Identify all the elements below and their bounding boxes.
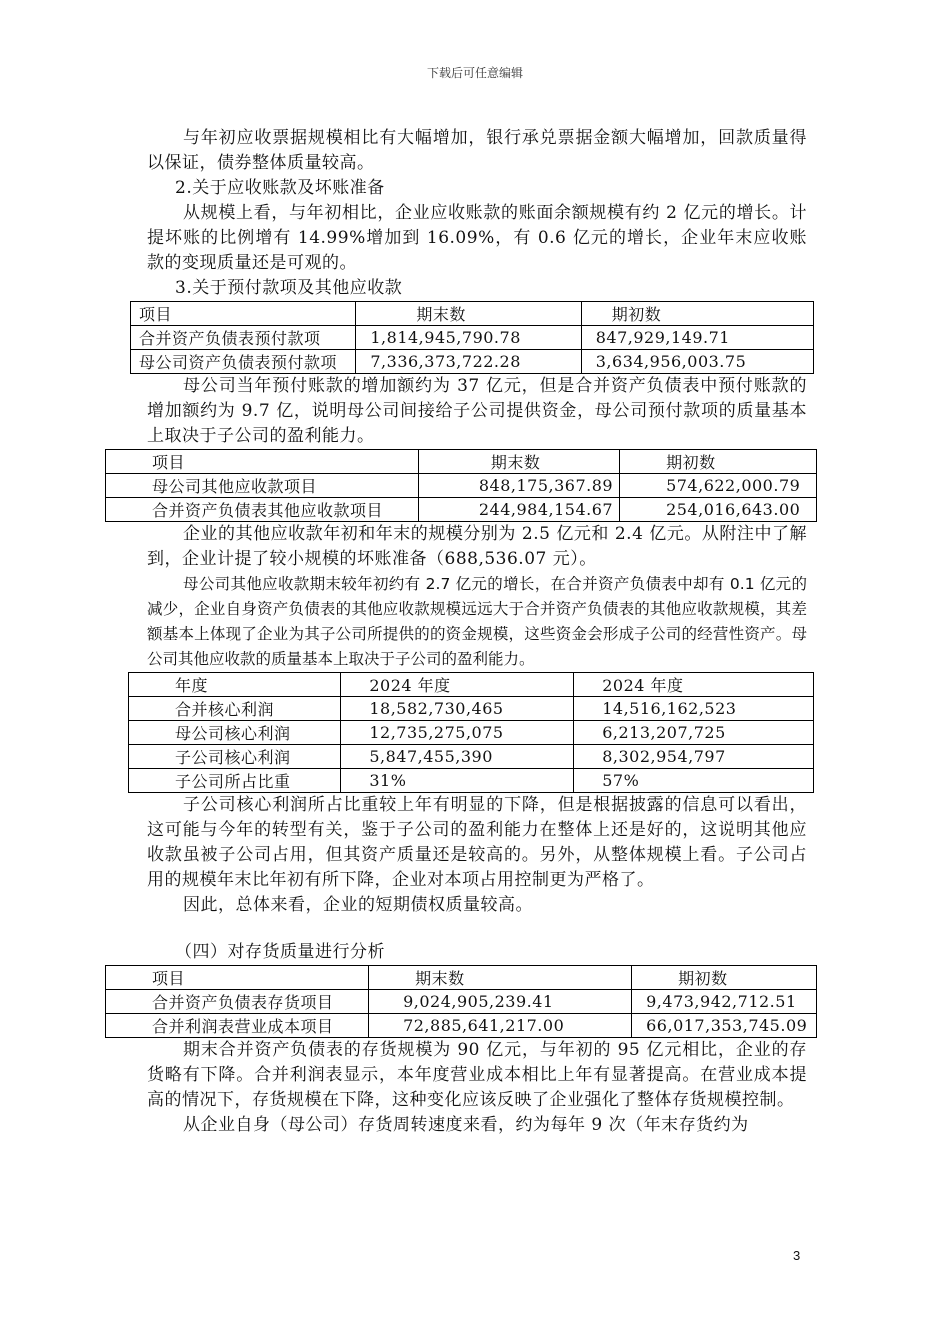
table-cell: 母公司其他应收款项目	[106, 474, 419, 498]
table-row	[131, 326, 814, 350]
paragraph-notes-receivable: 与年初应收票据规模相比有大幅增加，银行承兑票据金额大幅增加，回款质量得以保证，债券整体质量较高。	[147, 128, 807, 173]
prepayments-table	[130, 301, 814, 374]
table-cell: 848,175,367.89	[418, 474, 619, 498]
table-cell: 12,735,275,075	[341, 721, 574, 745]
table-cell: 合并利润表营业成本项目	[106, 1014, 369, 1038]
table-header-row	[131, 302, 814, 326]
paragraph-prepayments: 母公司当年预付账款的增加额约为 37 亿元，但是合并资产负债表中预付账款的增加额约为 9.7 亿，说明母公司间接给子公司提供资金，母公司预付款项的质量基本上取决于子公司的盈利能力。	[147, 376, 807, 446]
page-header: 下载后可任意编辑	[426, 66, 523, 80]
table-row	[129, 769, 814, 793]
spacer	[147, 918, 807, 940]
page-number: 3	[793, 1248, 801, 1263]
table-row	[129, 745, 814, 769]
table-row	[129, 697, 814, 721]
table-cell: 9,024,905,239.41	[369, 990, 632, 1014]
paragraph-inventory-scale: 期末合并资产负债表的存货规模为 90 亿元，与年初的 95 亿元相比，企业的存货略有下降。合并利润表显示，本年度营业成本相比上年有显著提高。在营业成本提高的情况下，存货规模在下降，这种变化应该反映了企业强化了整体存货规模控制。	[147, 1040, 807, 1110]
table-header-cell: 2024 年度	[574, 673, 814, 697]
table-header-row	[129, 673, 814, 697]
table-cell: 1,814,945,790.78	[356, 326, 581, 350]
table-header-cell: 项目	[131, 302, 356, 326]
table-cell: 6,213,207,725	[574, 721, 814, 745]
table-row	[106, 498, 817, 522]
table-row	[106, 1014, 817, 1038]
table-cell: 合并资产负债表其他应收款项目	[106, 498, 419, 522]
table-cell: 9,473,942,712.51	[632, 990, 817, 1014]
table-cell: 母公司核心利润	[129, 721, 341, 745]
heading-accounts-receivable: 2.关于应收账款及坏账准备	[175, 178, 385, 198]
table-header-row	[106, 450, 817, 474]
table-cell: 72,885,641,217.00	[369, 1014, 632, 1038]
table-header-cell: 项目	[106, 450, 419, 474]
table-row	[106, 474, 817, 498]
table-cell: 3,634,956,003.75	[581, 350, 813, 374]
table-header-cell: 项目	[106, 966, 369, 990]
table-cell: 合并资产负债表存货项目	[106, 990, 369, 1014]
table-cell: 574,622,000.79	[620, 474, 817, 498]
table-cell: 14,516,162,523	[574, 697, 814, 721]
table-header-cell: 期末数	[369, 966, 632, 990]
table-header-cell: 期初数	[620, 450, 817, 474]
paragraph-inventory-turnover: 从企业自身（母公司）存货周转速度来看，约为每年 9 次（年末存货约为	[183, 1115, 749, 1135]
table-cell: 254,016,643.00	[620, 498, 817, 522]
paragraph-conclusion: 因此，总体来看，企业的短期债权质量较高。	[183, 895, 533, 915]
paragraph-accounts-receivable: 从规模上看，与年初相比，企业应收账款的账面余额规模有约 2 亿元的增长。计提坏账的比例增有 14.99%增加到 16.09%，有 0.6 亿元的增长，企业年末应收账款的变现质量还是可观的。	[147, 203, 807, 273]
table-header-row	[106, 966, 817, 990]
table-cell: 5,847,455,390	[341, 745, 574, 769]
paragraph-subsidiary-profit: 子公司核心利润所占比重较上年有明显的下降，但是根据披露的信息可以看出，这可能与今年的转型有关，鉴于子公司的盈利能力在整体上还是好的，这说明其他应收款虽被子公司占用，但其资产质量还是较高的。另外，从整体规模上看。子公司占用的规模年末比年初有所下降，企业对本项占用控制更为严格了。	[147, 795, 807, 890]
paragraph-other-receivables-scale: 企业的其他应收款年初和年末的规模分别为 2.5 亿元和 2.4 亿元。从附注中了解到，企业计提了较小规模的坏账准备（688,536.07 元）。	[147, 524, 807, 569]
table-row	[131, 350, 814, 374]
table-cell: 7,336,373,722.28	[356, 350, 581, 374]
table-cell: 244,984,154.67	[418, 498, 619, 522]
table-cell: 31%	[341, 769, 574, 793]
table-cell: 子公司所占比重	[129, 769, 341, 793]
paragraph-parent-other-receivables: 母公司其他应收款期末较年初约有 2.7 亿元的增长，在合并资产负债表中却有 0.1 亿元的减少，企业自身资产负债表的其他应收款规模远远大于合并资产负债表的其他应收款规模，其差额基本上体现了企业为其子公司所提供的的资金规模，这些资金会形成子公司的经营性资产。母公司其他应收款的质量基本上取决于子公司的盈利能力。	[147, 575, 807, 668]
table-cell: 子公司核心利润	[129, 745, 341, 769]
table-header-cell: 2024 年度	[341, 673, 574, 697]
other-receivables-table	[105, 449, 817, 522]
table-row	[106, 990, 817, 1014]
document-body	[139, 126, 808, 1138]
table-header-cell: 期初数	[632, 966, 817, 990]
core-profit-table	[128, 672, 814, 793]
table-cell: 847,929,149.71	[581, 326, 813, 350]
inventory-table	[105, 965, 817, 1038]
table-cell: 57%	[574, 769, 814, 793]
table-cell: 母公司资产负债表预付款项	[131, 350, 356, 374]
table-cell: 66,017,353,745.09	[632, 1014, 817, 1038]
table-cell: 合并资产负债表预付款项	[131, 326, 356, 350]
table-cell: 合并核心利润	[129, 697, 341, 721]
table-row	[129, 721, 814, 745]
table-header-cell: 期末数	[418, 450, 619, 474]
table-cell: 8,302,954,797	[574, 745, 814, 769]
table-header-cell: 年度	[129, 673, 341, 697]
table-header-cell: 期末数	[356, 302, 581, 326]
heading-prepayments: 3.关于预付款项及其他应收款	[175, 278, 403, 298]
table-header-cell: 期初数	[581, 302, 813, 326]
table-cell: 18,582,730,465	[341, 697, 574, 721]
heading-inventory: （四）对存货质量进行分析	[175, 942, 385, 962]
